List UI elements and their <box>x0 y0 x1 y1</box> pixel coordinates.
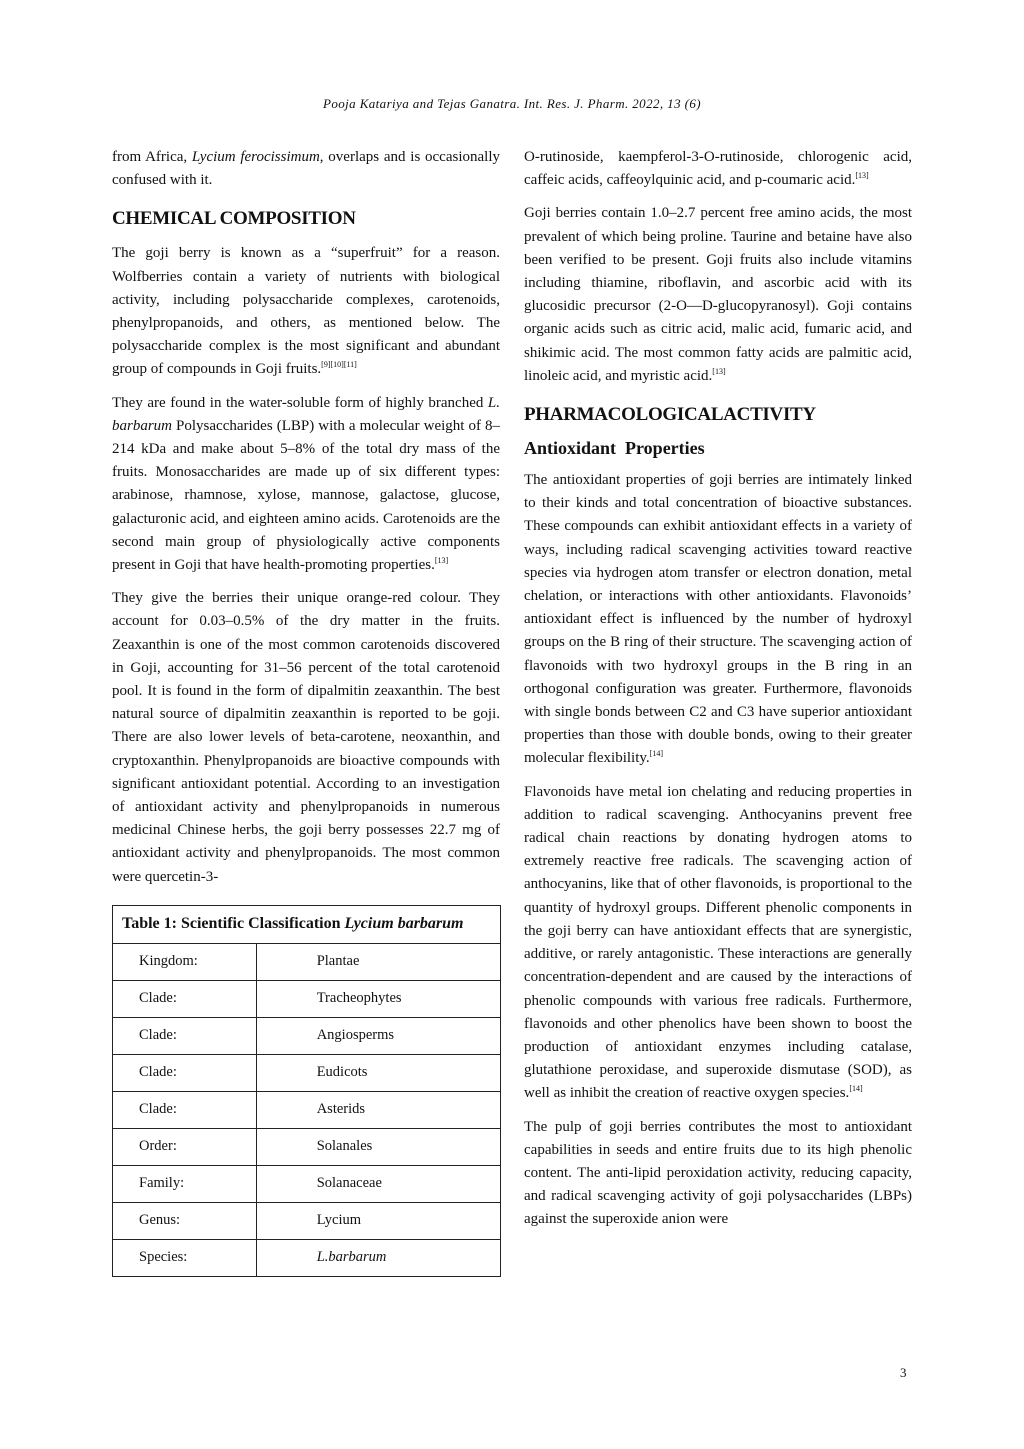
table-row: Order: Solanales <box>113 1128 501 1165</box>
citation: [14] <box>649 749 663 759</box>
classification-table <box>112 905 501 1277</box>
paragraph-antioxidant-mechanisms: The antioxidant properties of goji berries are intimately linked to their kinds and total concentration of bioactive substances. These compounds can exhibit antioxidant effects in a variety of ways, including radical scavenging activities toward reactive species via hydrogen atom transfer or electron donation, metal chelation, or interactions with other antioxidants. Flavonoids’ antioxidant effect is influenced by the number of hydroxyl groups on the B ring of their structure. The scavenging action of flavonoids with two hydroxyl groups in the B ring in an orthogonal configuration was greater. Furthermore, flavonoids with single bonds between C2 and C3 have superior antioxidant properties than those with double bonds, owing to their greater molecular flexibility.[14] <box>524 472 912 767</box>
table-row: Clade: Tracheophytes <box>113 980 501 1017</box>
table-row: Species: L.barbarum <box>113 1239 501 1276</box>
table-row: Clade: Asterids <box>113 1091 501 1128</box>
table-row: Clade: Angiosperms <box>113 1017 501 1054</box>
citation: [9][10][11] <box>321 360 357 370</box>
paragraph-polysaccharides: They are found in the water-soluble form of highly branched L. barbarum Polysaccharides (LBP) with a molecular weight of 8–214 kDa and make about 5–8% of the total dry mass of the fruits. Monosaccharides are made up of six different types: arabinose, rhamnose, xylose, mannose, galactose, glucose, galacturonic acid, and eighteen amino acids. Carotenoids are the second main group of physiologically active components present in Goji that have health-promoting properties.[13] <box>112 394 500 574</box>
paragraph-superfruit: The goji berry is known as a “superfruit” for a reason. Wolfberries contain a variety of nutrients with biological activity, including polysaccharide complexes, carotenoids, phenylpropanoids, and others, as mentioned below. The polysaccharide complex is the most significant and abundant group of compounds in Goji fruits.[9][10][11] <box>112 245 500 378</box>
heading-pharmacological-activity: PHARMACOLOGICALACTIVITY <box>524 404 816 426</box>
citation: [13] <box>855 171 869 181</box>
table-row: Clade: Eudicots <box>113 1054 501 1091</box>
citation: [13] <box>712 366 726 376</box>
paragraph-intro-continued: from Africa, Lycium ferocissimum, overlaps and is occasionally confused with it. <box>112 149 500 189</box>
heading-antioxidant-properties: Antioxidant Properties <box>524 438 705 459</box>
right-column <box>524 146 912 1242</box>
page-number: 3 <box>900 1365 907 1380</box>
running-head: Pooja Katariya and Tejas Ganatra. Int. Res. J. Pharm. 2022, 13 (6) <box>323 96 701 111</box>
paragraph-pulp: The pulp of goji berries contributes the most to antioxidant capabilities in seeds and entire fruits due to its high phenolic content. The anti-lipid peroxidation activity, reducing capacity, and radical scavenging activity of goji polysaccharides (LBPs) against the superoxide anion were <box>524 1118 912 1228</box>
table-row: Kingdom: Plantae <box>113 943 501 980</box>
paragraph-carotenoids: They give the berries their unique orange-red colour. They account for 0.03–0.5% of the dry matter in the fruits. Zeaxanthin is one of the most common carotenoids discovered in Goji, accounting for 31–56 percent of the total carotenoid pool. It is found in the form of dipalmitin zeaxanthin. The best natural source of dipalmitin zeaxanthin is reported to be goji. There are also lower levels of beta-carotene, neoxanthin, and cryptoxanthin. Phenylpropanoids are bioactive compounds with significant antioxidant potential. According to an investigation of antioxidant activity and phenylpropanoids in numerous medicinal Chinese herbs, the goji berry possesses 22.7 mg of antioxidant activity and phenylpropanoids. The most common were quercetin-3- <box>112 590 500 885</box>
left-column <box>112 146 500 1277</box>
citation: [14] <box>849 1084 863 1094</box>
paragraph-phenolic-list: O-rutinoside, kaempferol-3-O-rutinoside, chlorogenic acid, caffeic acids, caffeoylquinic acid, and p-coumaric acid.[13] <box>524 149 912 189</box>
table-caption: Table 1: Scientific Classification Lycium barbarum <box>113 905 501 943</box>
heading-chemical-composition: CHEMICAL COMPOSITION <box>112 208 356 230</box>
paragraph-amino-acids: Goji berries contain 1.0–2.7 percent free amino acids, the most prevalent of which being proline. Taurine and betaine have also been verified to be present. Goji fruits also include vitamins including thiamine, riboflavin, and ascorbic acid with its glucosidic precursor (2-O—D-glucopyranosyl). Goji contains organic acids such as citric acid, malic acid, fumaric acid, and shikimic acid. The most common fatty acids are palmitic acid, linoleic acid, and myristic acid.[13] <box>524 205 912 384</box>
table-row: Family: Solanaceae <box>113 1165 501 1202</box>
citation: [13] <box>434 556 449 566</box>
paragraph-flavonoids: Flavonoids have metal ion chelating and reducing properties in addition to radical scavenging. Anthocyanins prevent free radical chain reactions by donating hydrogen atoms to extremely reactive free radicals. The scavenging action of anthocyanins, like that of other flavonoids, is proportional to the quantity of hydroxyl groups. Different phenolic components in the goji berry can have antioxidant effects that are synergistic, additive, or rarely antagonistic. These interactions are generally concentration-dependent and are caused by the interactions of phenolic compounds with various free radicals. Furthermore, flavonoids and other phenolics have been shown to boost the production of antioxidant enzymes including catalase, glutathione peroxidase, and superoxide dismutase (SOD), as well as inhibit the creation of reactive oxygen species.[14] <box>524 783 912 1102</box>
table-row: Genus: Lycium <box>113 1202 501 1239</box>
